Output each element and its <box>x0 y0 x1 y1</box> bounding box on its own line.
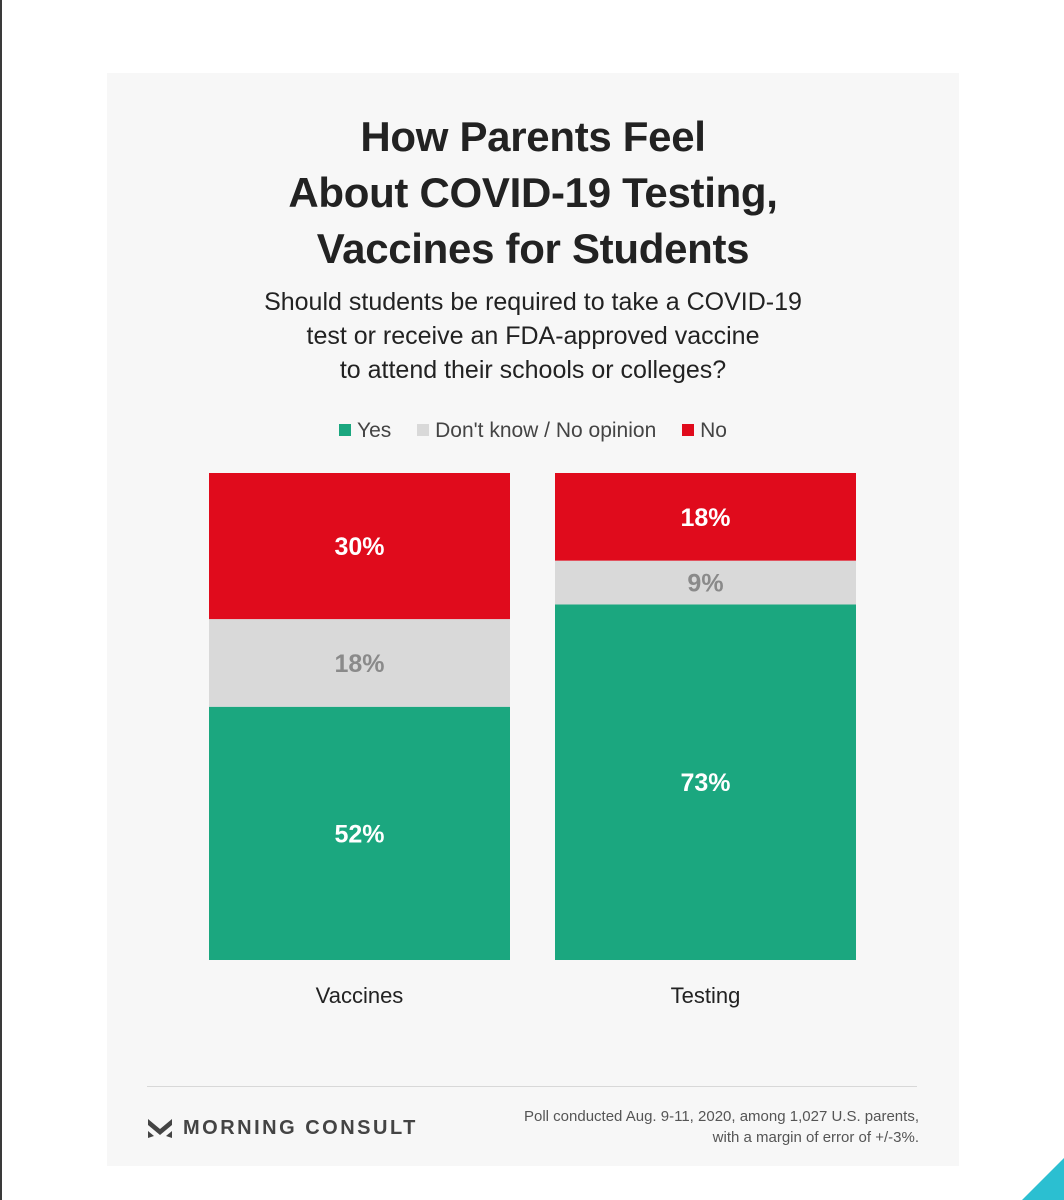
legend <box>107 419 959 443</box>
chart-card <box>107 73 959 1166</box>
data-label-testing-don-t-know-no-opinion: 9% <box>687 569 724 598</box>
data-label-testing-no: 18% <box>680 503 731 532</box>
left-edge-line <box>0 0 2 1200</box>
legend-label-yes: Yes <box>357 419 392 442</box>
chart-subtitle: Should students be required to take a COVID-19 test or receive an FDA-approved vaccine to attend their schools or colleges? <box>264 288 802 384</box>
data-label-testing-yes: 73% <box>680 769 731 798</box>
category-label-testing: Testing <box>670 983 741 1008</box>
data-label-vaccines-no: 30% <box>334 533 385 562</box>
legend-swatch-dont-know <box>417 424 429 436</box>
legend-item-no <box>682 419 727 443</box>
brand-name: MORNING CONSULT <box>183 1116 418 1139</box>
legend-swatch-yes <box>339 424 351 436</box>
footer-divider <box>147 1086 917 1087</box>
corner-accent <box>1022 1158 1064 1200</box>
data-label-vaccines-yes: 52% <box>334 820 385 849</box>
stacked-bar-chart <box>107 463 959 1023</box>
data-label-vaccines-don-t-know-no-opinion: 18% <box>334 649 385 678</box>
legend-label-dont-know: Don't know / No opinion <box>435 419 657 442</box>
legend-item-yes <box>339 419 391 443</box>
brand-logo <box>147 1115 418 1141</box>
morning-consult-logo-icon <box>147 1117 173 1139</box>
legend-label-no: No <box>700 419 727 442</box>
category-label-vaccines: Vaccines <box>315 983 404 1008</box>
legend-swatch-no <box>682 424 694 436</box>
methodology-note: Poll conducted Aug. 9-11, 2020, among 1,027 U.S. parents, with a margin of error of +/-3%. <box>524 1108 919 1146</box>
legend-item-dont-know <box>417 419 656 443</box>
chart-title: How Parents Feel About COVID-19 Testing, Vaccines for Students <box>288 113 778 272</box>
